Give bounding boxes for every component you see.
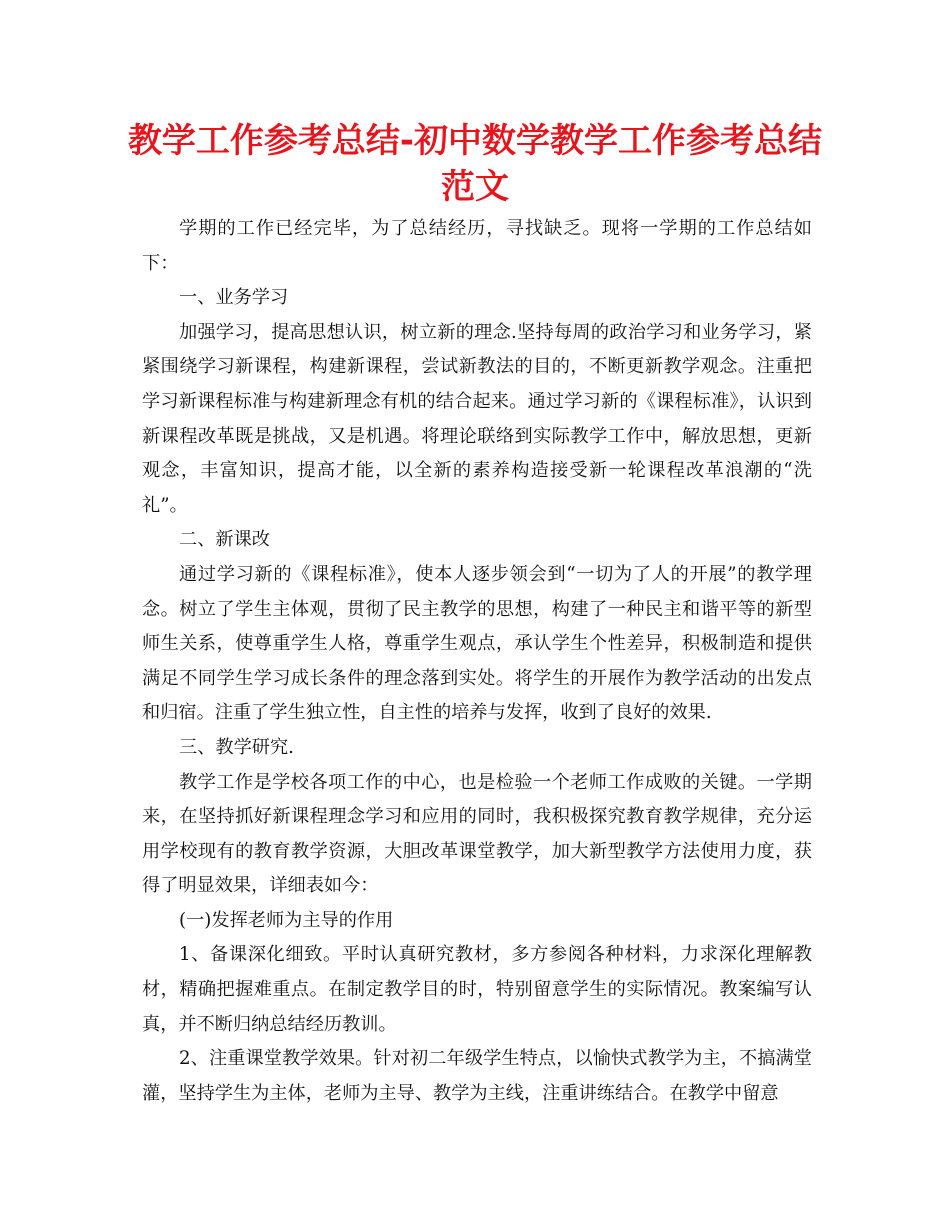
heading-teaching-research: 三、教学研究.: [179, 736, 294, 758]
paragraph-classroom-effect: 2、注重课堂教学效果。针对初二年级学生特点，以愉快式教学为主，不搞满堂灌，坚持学生为主体，老师为主导、教学为主线，注重讲练结合。在教学中留意: [142, 1048, 812, 1104]
paragraph-business-study: 加强学习，提高思想认识，树立新的理念.坚持每周的政治学习和业务学习，紧紧围绕学习新课程，构建新课程，尝试新教法的目的，不断更新教学观念。注重把学习新课程标准与构建新理念有机的结合起来。通过学习新的《课程标准》，认识到新课程改革既是挑战，又是机遇。将理论联络到实际教学工作中，解放思想，更新观念，丰富知识，提高才能，以全新的素养构造接受新一轮课程改革浪潮的“洗礼”。: [142, 321, 812, 516]
paragraph-teaching-research: 教学工作是学校各项工作的中心，也是检验一个老师工作成败的关键。一学期来，在坚持抓好新课程理念学习和应用的同时，我积极探究教育教学规律，充分运用学校现有的教育教学资源，大胆改革课堂教学，加大新型教学方法使用力度，获得了明显效果，详细表如今：: [142, 771, 812, 897]
heading-business-study: 一、业务学习: [179, 287, 289, 309]
paragraph-lesson-prep: 1、备课深化细致。平时认真研究教材，多方参阅各种材料，力求深化理解教材，精确把握难重点。在制定教学目的时，特别留意学生的实际情况。教案编写认真，并不断归纳总结经历教训。: [142, 944, 812, 1035]
document-body: [142, 212, 812, 1111]
heading-new-curriculum: 二、新课改: [179, 529, 270, 551]
subheading-teacher-role: (一)发挥老师为主导的作用: [179, 909, 394, 931]
paragraph-new-curriculum: 通过学习新的《课程标准》，使本人逐步领会到“一切为了人的开展”的教学理念。树立了学生主体观，贯彻了民主教学的思想，构建了一种民主和谐平等的新型师生关系，使尊重学生人格，尊重学生观点，承认学生个性差异，积极制造和提供满足不同学生学习成长条件的理念落到实处。将学生的开展作为教学活动的出发点和归宿。注重了学生独立性，自主性的培养与发挥，收到了良好的效果.: [142, 563, 812, 724]
paragraph-intro: 学期的工作已经完毕，为了总结经历，寻找缺乏。现将一学期的工作总结如下：: [142, 218, 812, 274]
document-title: 教学工作参考总结-初中数学教学工作参考总结范文: [127, 121, 823, 207]
